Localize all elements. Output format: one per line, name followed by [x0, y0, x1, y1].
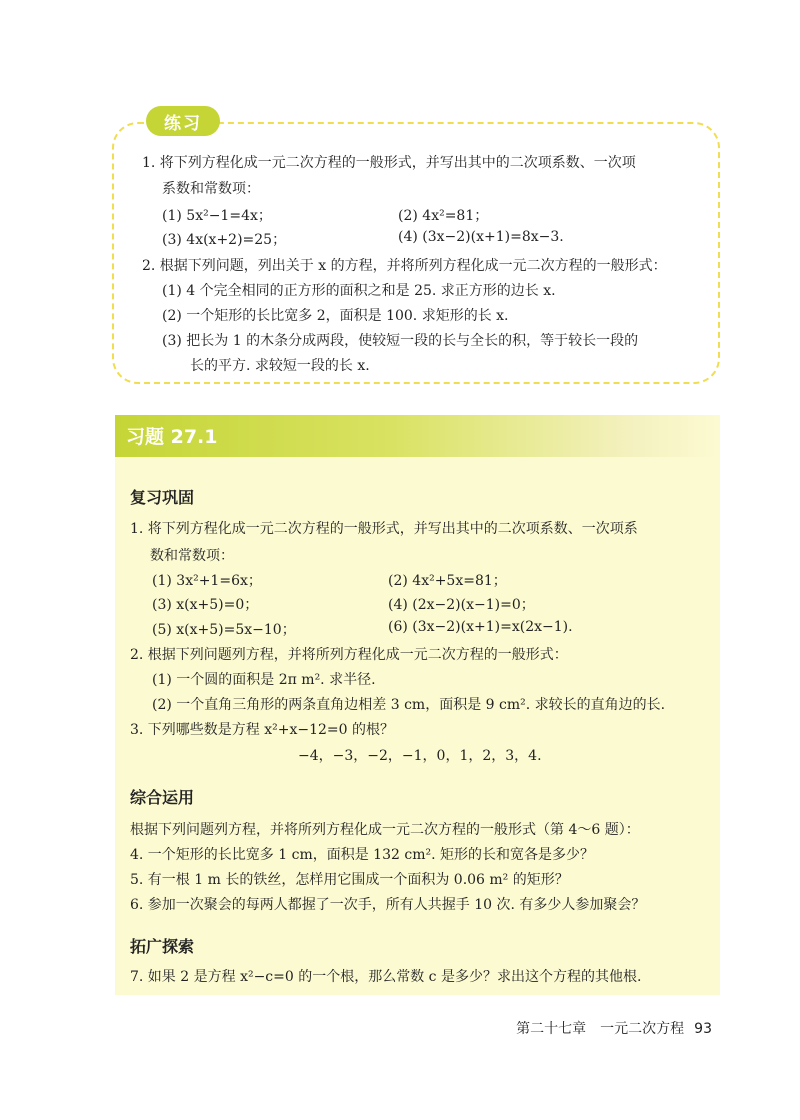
exercise-q2-item: (2) 一个直角三角形的两条直角边相差 3 cm，面积是 9 cm². 求较长的直角边的长. [152, 697, 666, 713]
exercise-q6: 6. 参加一次聚会的每两人都握了一次手，所有人共握手 10 次. 有多少人参加聚会？ [130, 897, 646, 913]
practice-q1-cont: 系数和常数项： [162, 181, 260, 197]
practice-q1-item: (2) 4x²=81； [398, 208, 489, 224]
practice-q1-item: (3) 4x(x+2)=25； [162, 232, 287, 248]
exercise-q5: 5. 有一根 1 m 长的铁丝，怎样用它围成一个面积为 0.06 m² 的矩形？ [130, 872, 569, 888]
practice-q1: 1. 将下列方程化成一元二次方程的一般形式，并写出其中的二次项系数、一次项 [142, 155, 636, 171]
exercise-q1-item: (3) x(x+5)=0； [152, 597, 259, 613]
exercise-q7: 7. 如果 2 是方程 x²−c=0 的一个根，那么常数 c 是多少？求出这个方程的其他根. [130, 969, 642, 985]
exercise-q2: 2. 根据下列问题列方程，并将所列方程化成一元二次方程的一般形式： [130, 647, 568, 663]
exercise-apply-intro: 根据下列问题列方程，并将所列方程化成一元二次方程的一般形式（第 4～6 题）： [130, 822, 640, 838]
exercise-q4: 4. 一个矩形的长比宽多 1 cm，面积是 132 cm². 矩形的长和宽各是多少？ [130, 847, 594, 863]
exercise-q1-item: (1) 3x²+1=6x； [152, 573, 262, 589]
chapter-title: 第二十七章 一元二次方程 [516, 1021, 685, 1037]
exercise-q2-item: (1) 一个圆的面积是 2π m². 求半径. [152, 672, 376, 688]
practice-badge: 练习 [146, 106, 220, 136]
exercise-title: 习题 27.1 [126, 426, 218, 448]
section-title-apply: 综合运用 [130, 788, 195, 807]
practice-q2-item: (2) 一个矩形的长比宽多 2，面积是 100. 求矩形的长 x. [162, 308, 509, 324]
page-number: 93 [694, 1021, 712, 1037]
exercise-q1: 1. 将下列方程化成一元二次方程的一般形式，并写出其中的二次项系数、一次项系 [130, 521, 638, 537]
practice-q2-item-cont: 长的平方. 求较短一段的长 x. [190, 358, 370, 374]
page-footer [516, 1018, 712, 1038]
exercise-q3: 3. 下列哪些数是方程 x²+x−12=0 的根？ [130, 722, 395, 738]
practice-q1-item: (4) (3x−2)(x+1)=8x−3. [398, 229, 564, 245]
exercise-q3-numbers: −4，−3，−2，−1，0，1，2，3，4. [298, 748, 542, 764]
exercise-q1-cont: 数和常数项： [150, 548, 234, 564]
section-title-explore: 拓广探索 [130, 937, 195, 956]
section-title-review: 复习巩固 [130, 488, 195, 507]
practice-q2: 2. 根据下列问题，列出关于 x 的方程，并将所列方程化成一元二次方程的一般形式： [142, 258, 667, 274]
practice-q1-item: (1) 5x²−1=4x； [162, 208, 272, 224]
exercise-q1-item: (5) x(x+5)=5x−10； [152, 622, 296, 638]
practice-q2-item: (3) 把长为 1 的木条分成两段，使较短一段的长与全长的积，等于较长一段的 [162, 333, 639, 349]
exercise-q1-item: (4) (2x−2)(x−1)=0； [388, 597, 535, 613]
exercise-q1-item: (2) 4x²+5x=81； [388, 573, 507, 589]
practice-q2-item: (1) 4 个完全相同的正方形的面积之和是 25. 求正方形的边长 x. [162, 283, 556, 299]
exercise-q1-item: (6) (3x−2)(x+1)=x(2x−1). [388, 619, 573, 635]
